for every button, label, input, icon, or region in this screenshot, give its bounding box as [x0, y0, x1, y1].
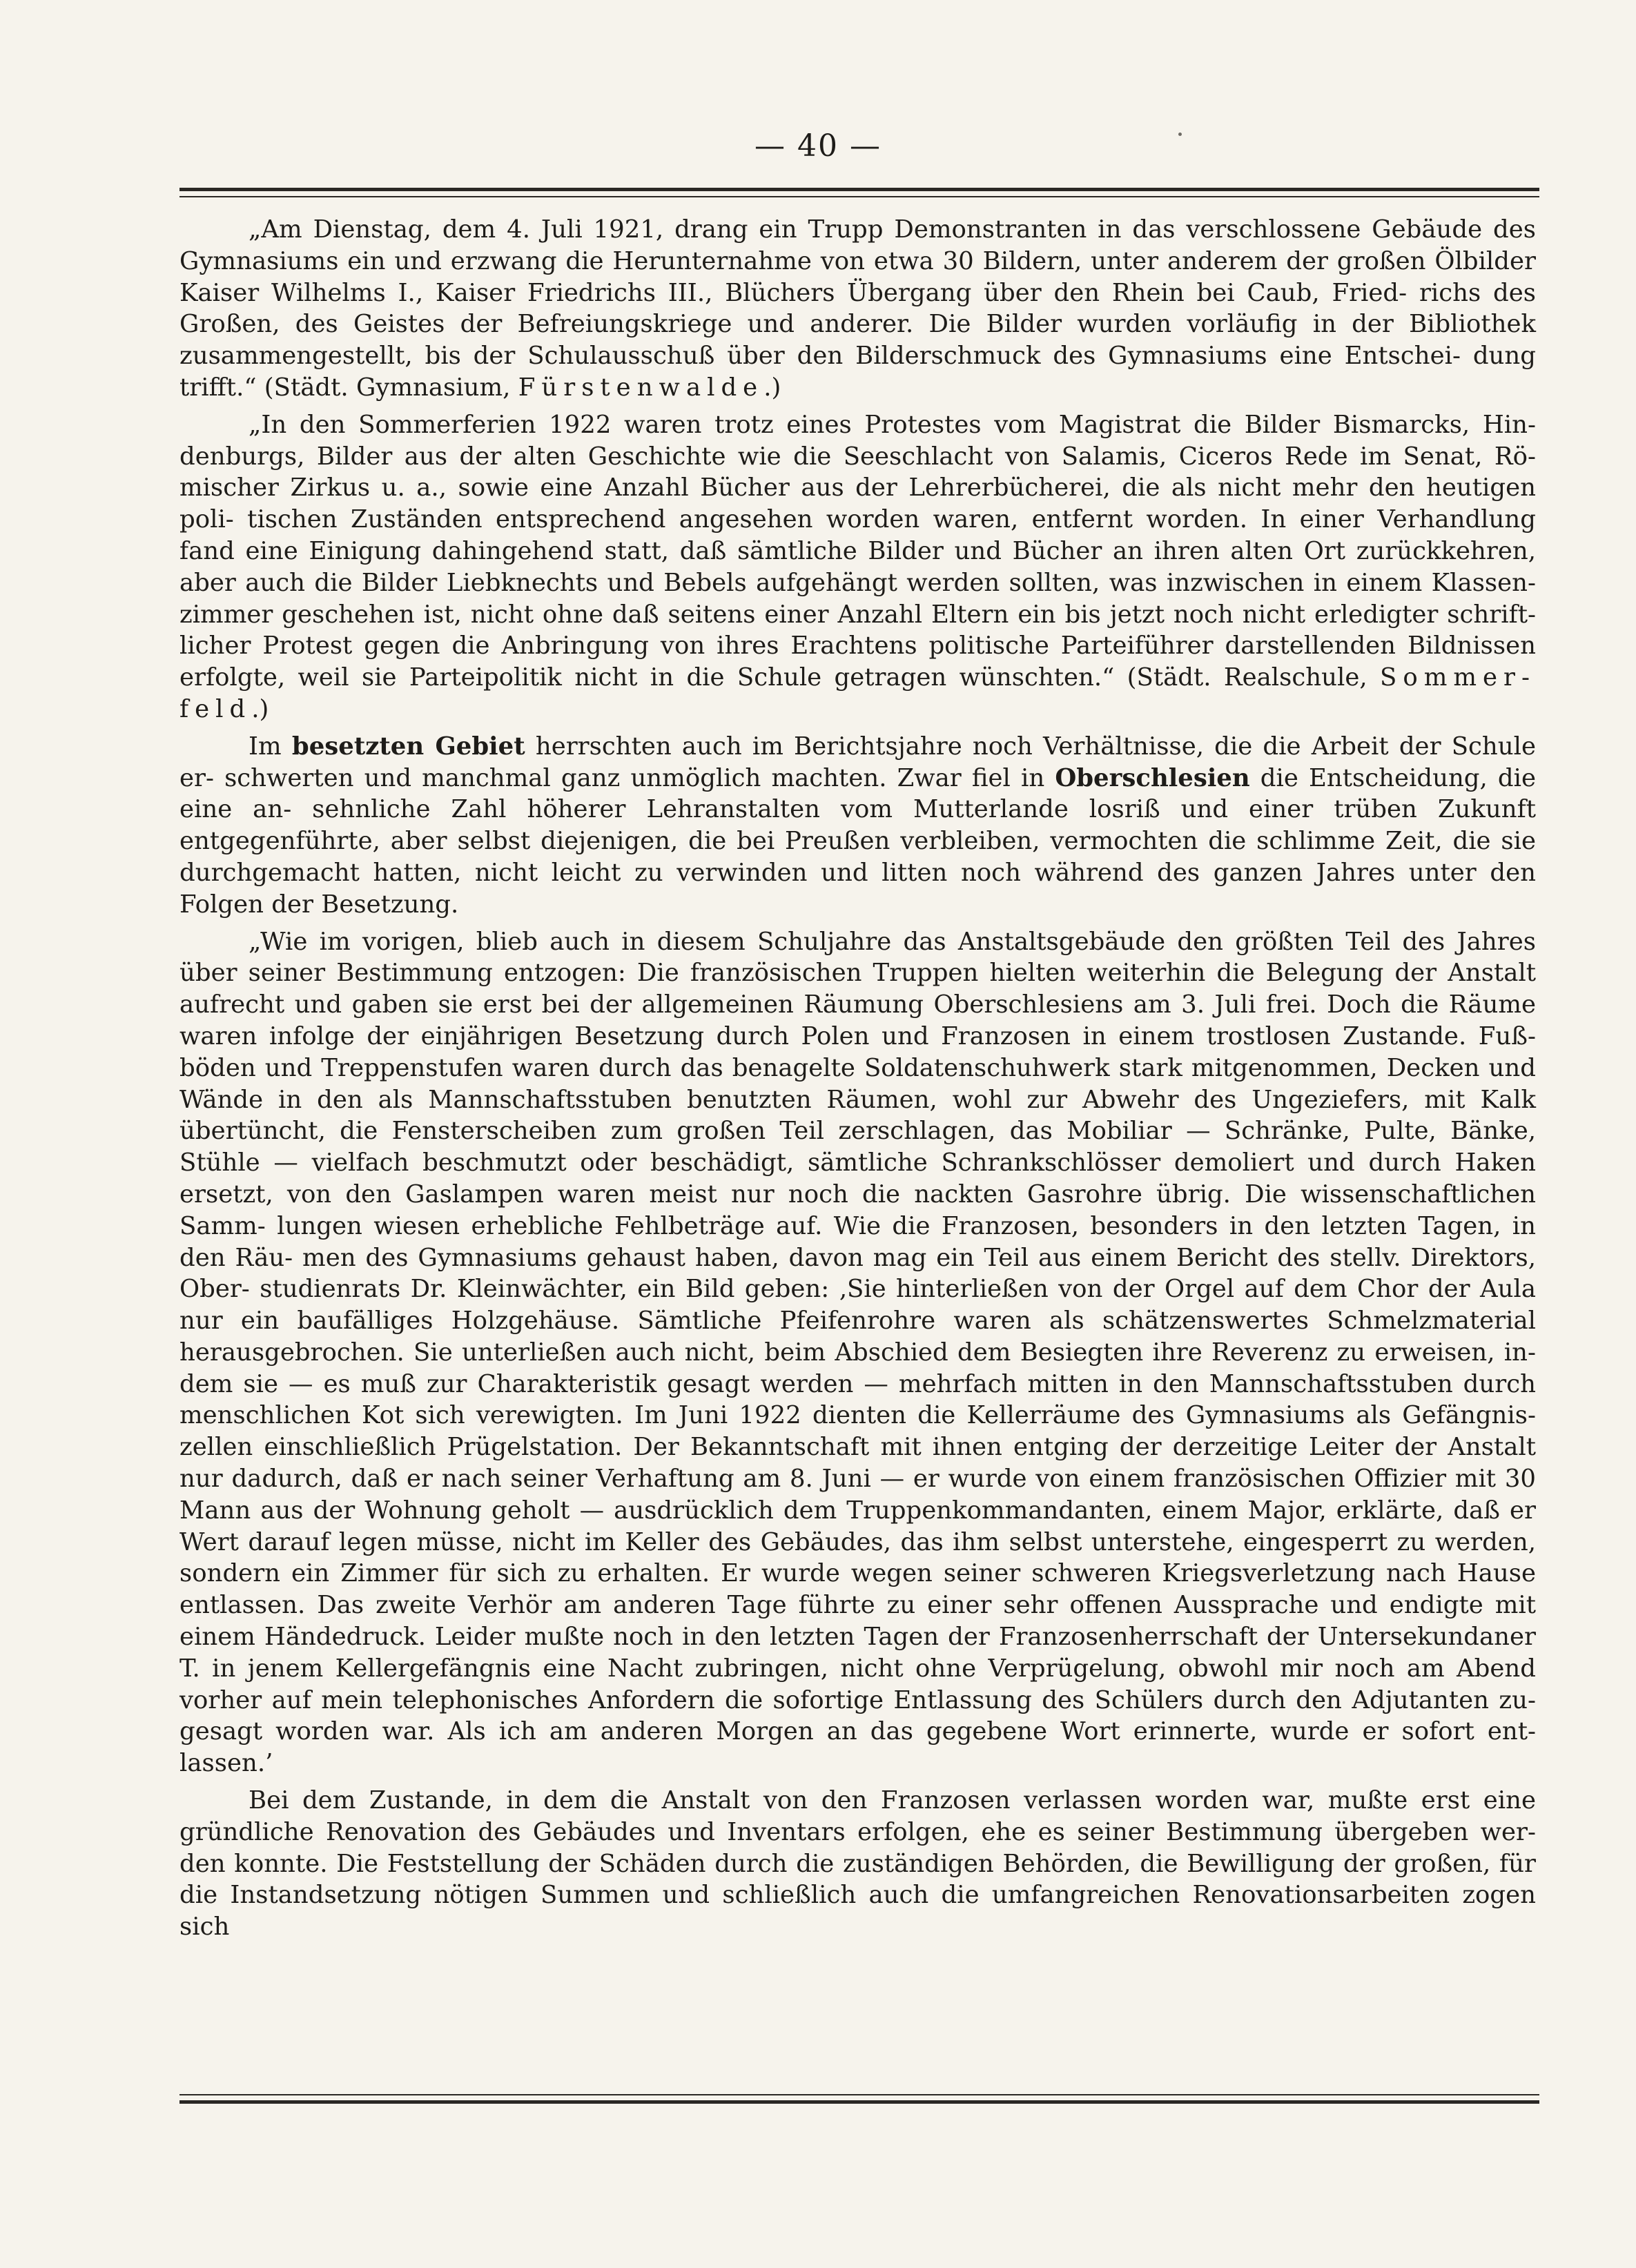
- place-name: Sommer- feld: [179, 663, 1536, 723]
- quote-closing: .): [763, 373, 781, 402]
- footer-rule-thick: [179, 2100, 1539, 2104]
- quote-text: „Wie im vorigen, blieb auch in diesem Schuljahre das Anstaltsgebäude den größten Teil des Jahres über seiner Bestimmung entzogen: Die französischen Truppen hielten weiterhin die Belegung der Anstalt aufrecht und gaben sie erst bei der allgemeinen Räumung Oberschlesiens am 3. Juli frei. Doch die Räume waren infolge der einjährigen Besetzung durch Polen und Franzosen in einem trostlosen Zustande. Fuß- böden und Treppenstufen waren durch das benagelte Soldatenschuhwerk stark mitgenommen, Decken und Wände in den als Mannschaftsstuben benutzten Räumen, wohl zur Abwehr des Ungeziefers, mit Kalk übertüncht, die Fensterscheiben zum großen Teil zerschlagen, das Mobiliar — Schränke, Pulte, Bänke, Stühle — vielfach beschmutzt oder beschädigt, sämtliche Schrankschlösser demoliert und durch Haken ersetzt, von den Gaslampen waren meist nur noch die nackten Gasrohre übrig. Die wissenschaftlichen Samm- lungen wiesen erhebliche Fehlbeträge auf. Wie die Franzosen, besonders in den letzten Tagen, in den Räu- men des Gymnasiums gehaust haben, davon mag ein Teil aus einem Bericht des stellv. Direktors, Ober- studienrats Dr. Kleinwächter, ein Bild geben: ‚Sie hinterließen von der Orgel auf dem Chor der Aula nur ein baufälliges Holzgehäuse. Sämtliche Pfeifenrohre waren als schätzenswertes Schmelzmaterial herausgebrochen. Sie unterließen auch nicht, beim Abschied dem Besiegten ihre Reverenz zu erweisen, in- dem sie — es muß zur Charakteristik gesagt werden — mehrfach mitten in den Mannschaftsstuben durch menschlichen Kot sich verewigten. Im Juni 1922 dienten die Kellerräume des Gymnasiums als Gefängnis- zellen einschließlich Prügelstation. Der Bekanntschaft mit ihnen entging der derzeitige Leiter der Anstalt nur dadurch, daß er nach seiner Verhaftung am 8. Juni — er wurde von einem französischen Offizier mit 30 Mann aus der Wohnung geholt — ausdrücklich dem Truppenkommandanten, einem Major, erklärte, daß er Wert darauf legen müsse, nicht im Keller des Gebäudes, das ihm selbst unterstehe, eingesperrt zu werden, sondern ein Zimmer für sich zu erhalten. Er wurde wegen seiner schweren Kriegsverletzung nach Hause entlassen. Das zweite Verhör am anderen Tage führte zu einer sehr offenen Aussprache und endigte mit einem Händedruck. Leider mußte noch in den letzten Tagen der Franzosenherrschaft der Untersekundaner T. in jenem Kellergefängnis eine Nacht zubringen, nicht ohne Verprügelung, obwohl mir noch am Abend vorher auf mein telephonisches Anfordern die sofortige Entlassung des Schülers durch den Adjutanten zu- gesagt worden war. Als ich am anderen Morgen an das gegebene Wort erinnerte, wurde er sofort ent- lassen.’: [179, 927, 1536, 1778]
- paragraph-renovation: [179, 1785, 1536, 1943]
- page-number: — 40 —: [754, 128, 882, 164]
- place-name: Fürstenwalde: [518, 373, 764, 402]
- emphasis-occupied-territory: besetzten Gebiet: [291, 732, 525, 761]
- paragraph-summer-holidays-report: [179, 409, 1536, 725]
- paragraph-demonstration-report: [179, 214, 1536, 404]
- text-run: Im: [249, 732, 292, 761]
- footer-rule-thin: [179, 2094, 1539, 2095]
- paragraph-occupied-territory: [179, 731, 1536, 921]
- header-rule-thick: [179, 188, 1539, 191]
- quote-text: „Am Dienstag, dem 4. Juli 1921, drang ein Trupp Demonstranten in das verschlossene Gebäude des Gymnasiums ein und erzwang die Herunternahme von etwa 30 Bildern, unter anderem der großen Ölbilder Kaiser Wilhelms I., Kaiser Friedrichs III., Blüchers Übergang über den Rhein bei Caub, Fried- richs des Großen, des Geistes der Befreiungskriege und anderer. Die Bilder wurden vorläufig in der Bibliothek zusammengestellt, bis der Schulausschuß über den Bilderschmuck des Gymnasiums eine Entschei- dung trifft.“ (Städt. Gymnasium,: [179, 215, 1536, 402]
- body-text: [179, 214, 1536, 2078]
- text-run: Bei dem Zustande, in dem die Anstalt von den Franzosen verlassen worden war, mußte erst eine gründliche Renovation des Gebäudes und Inventars erfolgen, ehe es seiner Bestimmung übergeben wer- den konnte. Die Feststellung der Schäden durch die zuständigen Behörden, die Bewilligung der großen, für die Instandsetzung nötigen Summen und schließlich auch die umfangreichen Renovationsarbeiten zogen sich: [179, 1786, 1536, 1942]
- quote-text: „In den Sommerferien 1922 waren trotz eines Protestes vom Magistrat die Bilder Bismarcks, Hin- denburgs, Bilder aus der alten Geschichte wie die Seeschlacht von Salamis, Ciceros Rede im Senat, Rö- mischer Zirkus u. a., sowie eine Anzahl Bücher aus der Lehrerbücherei, die als nicht mehr den heutigen poli- tischen Zuständen entsprechend angesehen worden waren, entfernt worden. In einer Verhandlung fand eine Einigung dahingehend statt, daß sämtliche Bilder und Bücher an ihren alten Ort zurückkehren, aber auch die Bilder Liebknechts und Bebels aufgehängt werden sollten, was inzwischen in einem Klassen- zimmer geschehen ist, nicht ohne daß seitens einer Anzahl Eltern ein bis jetzt noch nicht erledigter schrift- licher Protest gegen die Anbringung von ihres Erachtens politische Parteiführer darstellenden Bildnissen erfolgte, weil sie Parteipolitik nicht in die Schule getragen wünschten.“ (Städt. Realschule,: [179, 410, 1536, 692]
- emphasis-upper-silesia: Oberschlesien: [1055, 763, 1250, 792]
- quote-closing: .): [251, 694, 269, 723]
- text-run: herrschten auch im Berichtsjahre noch Verhältnisse, die die Arbeit der Schule er- schwerten und manchmal ganz unmöglich machten. Zwar fiel in: [179, 732, 1536, 792]
- header-rule-thin: [179, 196, 1539, 197]
- text-run: die Entscheidung, die eine an- sehnliche Zahl höherer Lehranstalten vom Mutterlande losriß und einer trüben Zukunft entgegenführte, aber selbst diejenigen, die bei Preußen verbleiben, vermochten die schlimme Zeit, die sie durchgemacht hatten, nicht leicht zu verwinden und litten noch während des ganzen Jahres unter den Folgen der Besetzung.: [179, 763, 1536, 919]
- paragraph-school-building-report: [179, 926, 1536, 1780]
